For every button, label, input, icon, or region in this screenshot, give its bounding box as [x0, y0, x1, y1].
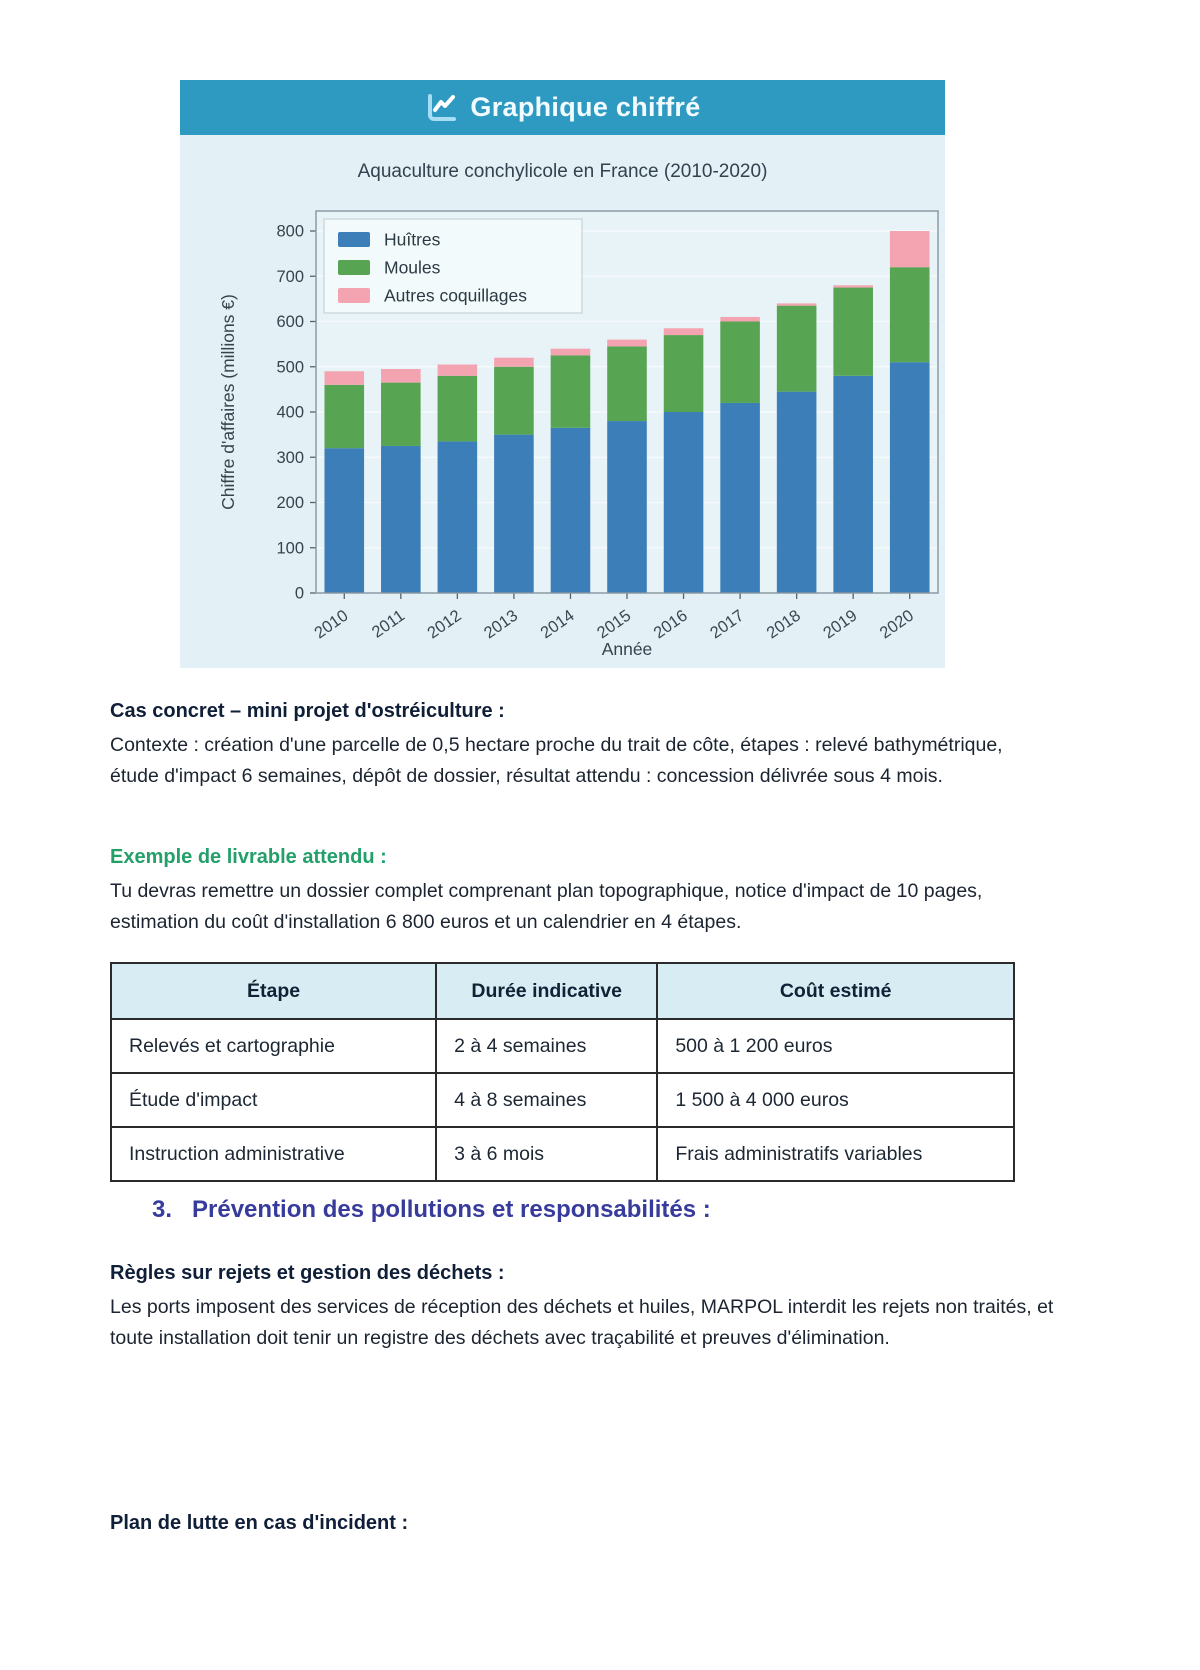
- chart-card-body: [180, 135, 945, 668]
- table-header-cout: Coût estimé: [657, 963, 1014, 1019]
- bar-segment: [494, 435, 534, 593]
- section-plan: [110, 1512, 1055, 1542]
- chart-card-header: [180, 80, 945, 135]
- regles-body: Les ports imposent des services de réception des déchets et huiles, MARPOL interdit les rejets non traités, et toute installation doit tenir un registre des déchets avec traçabilité et preuves d'élimination.: [110, 1296, 1054, 1349]
- bar-segment: [607, 421, 647, 593]
- bar-segment: [381, 383, 421, 446]
- bar-segment: [551, 355, 591, 427]
- bar-segment: [664, 412, 704, 593]
- bar-segment: [890, 267, 930, 362]
- table-cell: Instruction administrative: [111, 1127, 436, 1181]
- table-cell: 500 à 1 200 euros: [657, 1019, 1014, 1073]
- bar-segment: [720, 322, 760, 403]
- y-tick-label: 100: [276, 539, 304, 558]
- bar-segment: [324, 448, 364, 593]
- table-cell: Relevés et cartographie: [111, 1019, 436, 1073]
- x-tick-label: 2018: [763, 606, 804, 643]
- table-header-duree: Durée indicative: [436, 963, 657, 1019]
- bar-segment: [324, 385, 364, 448]
- bar-segment: [551, 349, 591, 356]
- section-3-heading: [152, 1196, 711, 1224]
- table-cell: 4 à 8 semaines: [436, 1073, 657, 1127]
- y-tick-label: 300: [276, 448, 304, 467]
- regles-title: Règles sur rejets et gestion des déchets :: [110, 1262, 505, 1284]
- table-cell: 1 500 à 4 000 euros: [657, 1073, 1014, 1127]
- cas-concret-body: Contexte : création d'une parcelle de 0,5 hectare proche du trait de côte, étapes : relevé bathymétrique, étude d'impact 6 semaines, dépôt de dossier, résultat attendu : concession délivrée sous 4 mois.: [110, 734, 1003, 787]
- x-tick-label: 2015: [593, 606, 635, 643]
- legend-label: Autres coquillages: [384, 285, 527, 306]
- section-livrable: [110, 846, 1055, 938]
- table-cell: 3 à 6 mois: [436, 1127, 657, 1181]
- x-tick-label: 2019: [820, 606, 861, 643]
- bar-segment: [777, 303, 817, 305]
- legend-label: Huîtres: [384, 229, 441, 250]
- table-header-row: [111, 963, 1014, 1019]
- chart-card: [180, 80, 945, 668]
- bar-segment: [720, 317, 760, 322]
- legend-label: Moules: [384, 257, 441, 278]
- table-cell: Étude d'impact: [111, 1073, 436, 1127]
- bar-segment: [833, 285, 873, 287]
- table-row: [111, 1127, 1014, 1181]
- stacked-bar-chart: [180, 135, 945, 668]
- y-tick-label: 700: [276, 267, 304, 286]
- table-header-etape: Étape: [111, 963, 436, 1019]
- bar-segment: [833, 288, 873, 376]
- table-cell: 2 à 4 semaines: [436, 1019, 657, 1073]
- legend-swatch: [338, 232, 370, 247]
- table-row: [111, 1073, 1014, 1127]
- plan-title: Plan de lutte en cas d'incident :: [110, 1512, 409, 1534]
- bar-segment: [551, 428, 591, 593]
- bar-segment: [664, 335, 704, 412]
- x-tick-label: 2017: [706, 606, 748, 643]
- y-tick-label: 500: [276, 358, 304, 377]
- bar-segment: [607, 346, 647, 421]
- livrable-title: Exemple de livrable attendu :: [110, 846, 387, 868]
- x-tick-label: 2016: [650, 606, 691, 643]
- x-tick-label: 2020: [876, 606, 918, 643]
- y-tick-label: 0: [294, 584, 304, 603]
- table-row: [111, 1019, 1014, 1073]
- bar-segment: [438, 441, 478, 593]
- line-chart-icon: [424, 92, 458, 124]
- x-tick-label: 2012: [424, 606, 465, 643]
- bar-segment: [890, 231, 930, 267]
- section-regles: [110, 1262, 1055, 1354]
- y-tick-label: 200: [276, 494, 304, 512]
- section-3-number: 3.: [152, 1196, 173, 1223]
- bar-segment: [777, 306, 817, 392]
- bar-segment: [381, 446, 421, 593]
- y-tick-label: 600: [276, 313, 304, 331]
- section-3-title: Prévention des pollutions et responsabilités :: [192, 1196, 711, 1223]
- x-tick-label: 2013: [480, 606, 522, 643]
- livrable-body: Tu devras remettre un dossier complet comprenant plan topographique, notice d'impact de 10 pages, estimation du coût d'installation 6 800 euros et un calendrier en 4 étapes.: [110, 880, 983, 933]
- legend-swatch: [338, 260, 370, 275]
- cas-concret-title: Cas concret – mini projet d'ostréiculture :: [110, 700, 505, 722]
- y-tick-label: 800: [276, 222, 304, 241]
- x-tick-label: 2011: [368, 606, 409, 642]
- chart-title: Aquaculture conchylicole en France (2010-2020): [357, 161, 768, 182]
- section-cas-concret: [110, 700, 1055, 792]
- legend-swatch: [338, 288, 370, 303]
- bar-segment: [324, 371, 364, 385]
- bar-segment: [607, 340, 647, 347]
- bar-segment: [833, 376, 873, 593]
- y-axis-label: Chiffre d'affaires (millions €): [218, 294, 238, 510]
- cost-table: [110, 962, 1015, 1182]
- bar-segment: [438, 376, 478, 442]
- bar-segment: [494, 358, 534, 367]
- table-cell: Frais administratifs variables: [657, 1127, 1014, 1181]
- bar-segment: [720, 403, 760, 593]
- bar-segment: [890, 362, 930, 593]
- bar-segment: [381, 369, 421, 383]
- bar-segment: [438, 364, 478, 375]
- bar-segment: [664, 328, 704, 335]
- x-tick-label: 2010: [311, 606, 352, 643]
- bar-segment: [494, 367, 534, 435]
- x-tick-label: 2014: [537, 606, 578, 643]
- x-axis-label: Année: [601, 639, 653, 659]
- bar-segment: [777, 392, 817, 593]
- y-tick-label: 400: [276, 403, 304, 422]
- chart-card-title: Graphique chiffré: [470, 92, 701, 122]
